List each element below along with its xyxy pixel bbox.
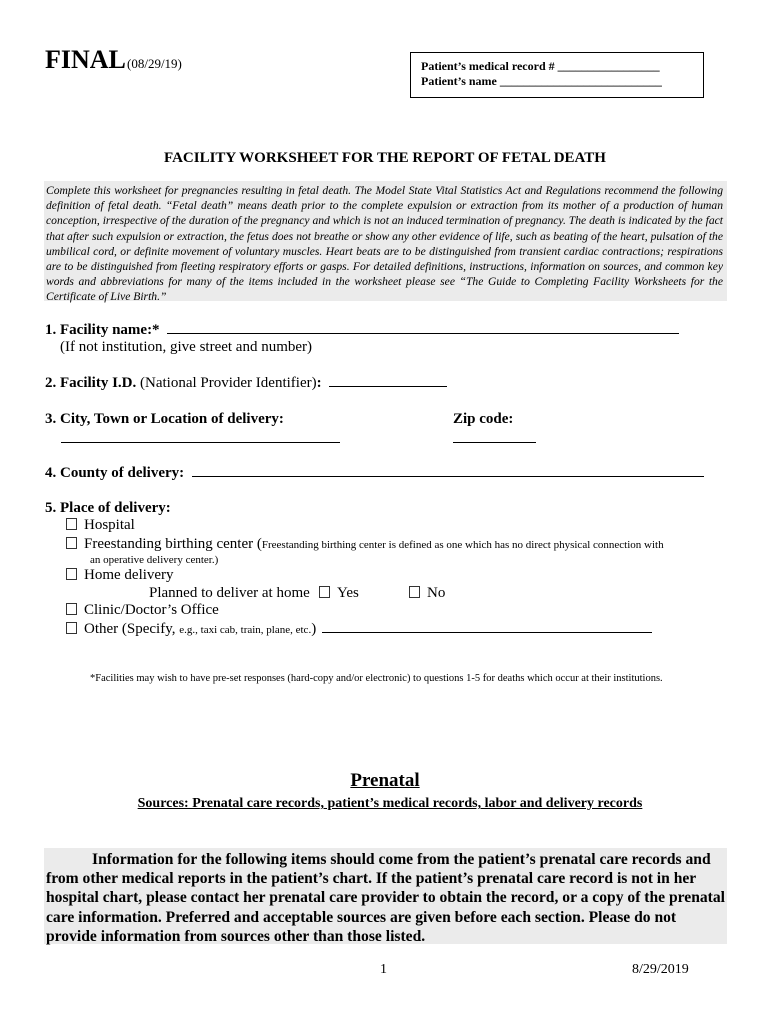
county-input[interactable] bbox=[192, 464, 704, 477]
yes-checkbox[interactable] bbox=[319, 586, 330, 598]
q1-note: (If not institution, give street and number) bbox=[60, 339, 313, 355]
prenatal-info-box bbox=[44, 848, 727, 944]
other-examples: e.g., taxi cab, train, plane, etc. bbox=[179, 624, 312, 636]
q1-label: 1. Facility name:* bbox=[45, 322, 160, 338]
hospital-checkbox[interactable] bbox=[66, 518, 77, 530]
final-label: FINAL bbox=[45, 45, 126, 74]
no-checkbox[interactable] bbox=[409, 586, 420, 598]
prenatal-heading: Prenatal bbox=[350, 770, 420, 791]
patient-name-field[interactable]: Patient’s name ___________________________ bbox=[421, 74, 662, 88]
q5-label: 5. Place of delivery: bbox=[45, 500, 171, 516]
q4-label: 4. County of delivery: bbox=[45, 465, 185, 481]
prenatal-info-text: Information for the following items should come from the patient’s prenatal care records and from other medical reports in the patient’s chart. If the patient’s prenatal care record is not in her hospital chart, please contact her prenatal care provider to obtain the record, or a copy of the prenatal care information. Preferred and acceptable sources are given before each section. Please do not provide information from sources other than those listed. bbox=[46, 851, 725, 945]
other-specify-input[interactable] bbox=[322, 620, 652, 633]
prenatal-sources: Sources: Prenatal care records, patient’s medical records, labor and delivery records bbox=[137, 796, 643, 811]
other-checkbox[interactable] bbox=[66, 622, 77, 634]
clinic-checkbox[interactable] bbox=[66, 603, 77, 615]
other-close-paren: ) bbox=[311, 621, 317, 637]
q2-label: 2. Facility I.D. bbox=[45, 375, 137, 391]
q1-facility-name bbox=[45, 321, 679, 339]
birthing-center-definition-cont: an operative delivery center.) bbox=[90, 554, 219, 566]
page-number: 1 bbox=[380, 962, 387, 977]
hospital-label: Hospital bbox=[84, 517, 135, 533]
planned-home-label: Planned to deliver at home bbox=[149, 585, 310, 601]
clinic-label: Clinic/Doctor’s Office bbox=[84, 602, 219, 618]
birthing-center-checkbox[interactable] bbox=[66, 537, 77, 549]
facility-id-input[interactable] bbox=[329, 374, 447, 387]
planned-yes-option[interactable] bbox=[319, 585, 359, 602]
option-birthing-center[interactable] bbox=[66, 536, 664, 553]
option-clinic[interactable] bbox=[66, 602, 219, 619]
birthing-center-label: Freestanding birthing center ( bbox=[84, 536, 262, 552]
zip-input[interactable] bbox=[453, 430, 536, 443]
q3-city-label: 3. City, Town or Location of delivery: bbox=[45, 411, 284, 427]
intro-instructions: Complete this worksheet for pregnancies resulting in fetal death. The Model State Vital Statistics Act and Regulations recommend the following definition of fetal death. “Fetal death” means death prior to the complete expulsion or extraction from its mother of a production of human conception, irrespective of the duration of the pregnancy and which is not an induced termination of pregnancy. The death is indicated by the fact that after such expulsion or extraction, the fetus does not breathe or show any other evidence of life, such as beating of the heart, pulsation of the umbilical cord, or definite movement of voluntary muscles. Heart beats are to be distinguished from transient cardiac contractions; respirations are to be distinguished from fleeting respiratory efforts or gasps. For detailed definitions, instructions, information on sources, and common key words and abbreviations for many of the items included in the worksheet please see “The Guide to Completing Facility Worksheets for the Certificate of Live Birth.” bbox=[44, 181, 727, 301]
footnote: *Facilities may wish to have pre-set responses (hard-copy and/or electronic) to questions 1-5 for deaths which occur at their institutions. bbox=[90, 673, 663, 684]
medical-record-field[interactable]: Patient’s medical record # _________________ bbox=[421, 59, 660, 73]
patient-info-box bbox=[410, 52, 704, 98]
q2-colon: : bbox=[316, 375, 322, 391]
q2-paren: (National Provider Identifier) bbox=[136, 375, 317, 391]
option-home-delivery[interactable] bbox=[66, 567, 174, 584]
yes-label: Yes bbox=[337, 585, 359, 601]
option-other[interactable] bbox=[66, 620, 652, 638]
footer-date: 8/29/2019 bbox=[632, 962, 689, 977]
option-hospital[interactable] bbox=[66, 517, 135, 534]
no-label: No bbox=[427, 585, 446, 601]
home-delivery-label: Home delivery bbox=[84, 567, 174, 583]
planned-no-option[interactable] bbox=[409, 585, 445, 602]
q3-zip-label: Zip code: bbox=[453, 411, 514, 427]
q4-county bbox=[45, 464, 704, 482]
city-input[interactable] bbox=[61, 430, 340, 443]
page-title: FACILITY WORKSHEET FOR THE REPORT OF FETAL DEATH bbox=[164, 150, 606, 166]
other-label: Other (Specify, bbox=[84, 621, 180, 637]
birthing-center-definition: Freestanding birthing center is defined as one which has no direct physical connection with bbox=[261, 539, 664, 551]
version-date: (08/29/19) bbox=[127, 56, 182, 71]
q2-facility-id bbox=[45, 374, 447, 392]
facility-name-input[interactable] bbox=[167, 321, 679, 334]
home-delivery-checkbox[interactable] bbox=[66, 568, 77, 580]
